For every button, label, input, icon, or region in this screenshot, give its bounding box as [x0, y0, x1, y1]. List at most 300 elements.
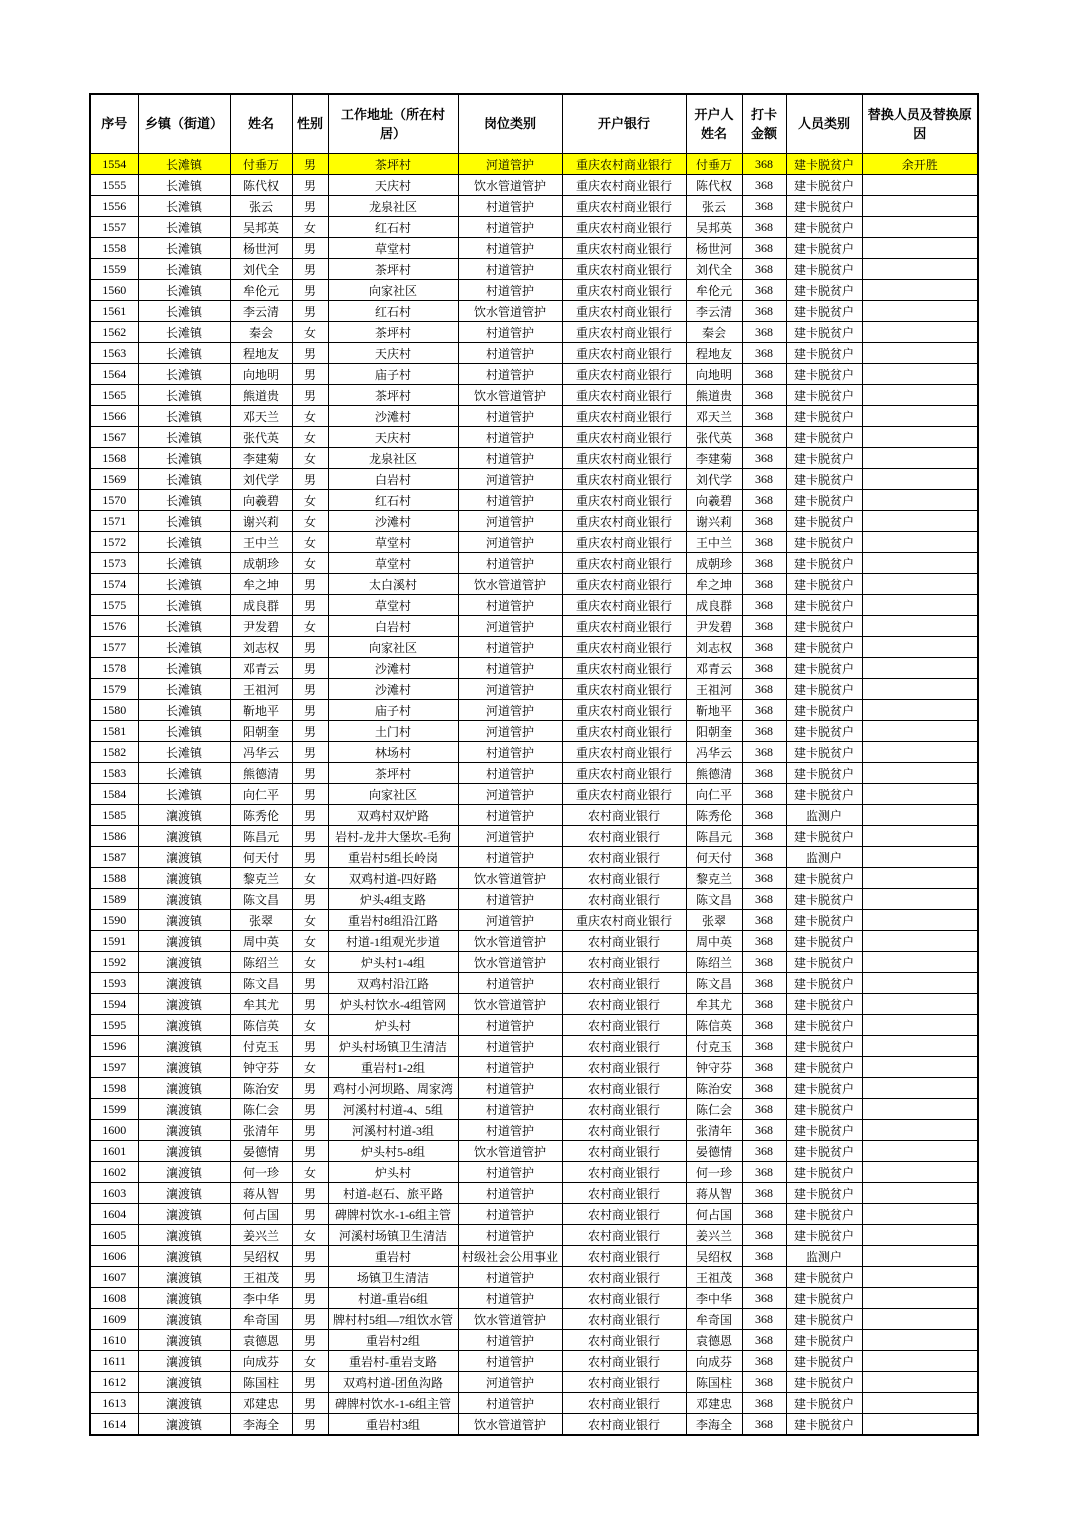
- table-cell: 成朝珍: [230, 553, 292, 574]
- table-cell: 牟奇国: [686, 1309, 742, 1330]
- table-cell: [862, 511, 978, 532]
- table-cell: 尹发碧: [686, 616, 742, 637]
- table-cell: [862, 217, 978, 238]
- table-cell: 368: [742, 805, 786, 826]
- table-cell: 瀼渡镇: [138, 805, 230, 826]
- table-cell: 村道管护: [458, 1288, 562, 1309]
- table-cell: 建卡脱贫户: [786, 301, 862, 322]
- table-cell: 建卡脱贫户: [786, 1351, 862, 1372]
- table-row: [90, 994, 978, 1015]
- table-cell: 村道管护: [458, 259, 562, 280]
- table-cell: 村道管护: [458, 595, 562, 616]
- table-cell: 王祖河: [230, 679, 292, 700]
- table-cell: [862, 469, 978, 490]
- table-cell: 重庆农村商业银行: [562, 532, 686, 553]
- table-cell: 河道管护: [458, 1372, 562, 1393]
- table-cell: 1585: [90, 805, 138, 826]
- table-cell: 瀼渡镇: [138, 1309, 230, 1330]
- table-cell: 建卡脱贫户: [786, 700, 862, 721]
- table-cell: 重庆农村商业银行: [562, 238, 686, 259]
- table-cell: [862, 868, 978, 889]
- table-cell: [862, 1015, 978, 1036]
- table-cell: 阳朝奎: [686, 721, 742, 742]
- table-cell: 建卡脱贫户: [786, 595, 862, 616]
- table-cell: 庙子村: [328, 700, 458, 721]
- table-cell: 建卡脱贫户: [786, 742, 862, 763]
- table-cell: 成良群: [686, 595, 742, 616]
- table-cell: 茶坪村: [328, 322, 458, 343]
- table-cell: 重庆农村商业银行: [562, 910, 686, 931]
- table-row: [90, 1183, 978, 1204]
- table-cell: 岩村-龙井大堡坎-毛狗: [328, 826, 458, 847]
- table-cell: 向羲碧: [230, 490, 292, 511]
- header-replacement: 替换人员及替换原因: [862, 94, 978, 154]
- table-cell: 双鸡村道-四好路: [328, 868, 458, 889]
- table-cell: 男: [292, 1330, 328, 1351]
- table-cell: 建卡脱贫户: [786, 238, 862, 259]
- table-cell: 建卡脱贫户: [786, 1183, 862, 1204]
- table-cell: 天庆村: [328, 343, 458, 364]
- table-cell: 男: [292, 1267, 328, 1288]
- table-cell: 368: [742, 679, 786, 700]
- table-cell: [862, 658, 978, 679]
- table-cell: 何天付: [230, 847, 292, 868]
- table-cell: 白岩村: [328, 469, 458, 490]
- table-cell: 368: [742, 658, 786, 679]
- table-cell: [862, 1351, 978, 1372]
- table-row: [90, 259, 978, 280]
- table-cell: 368: [742, 784, 786, 805]
- table-cell: 李海全: [686, 1414, 742, 1436]
- table-row: [90, 616, 978, 637]
- table-cell: 刘志权: [686, 637, 742, 658]
- table-cell: 李海全: [230, 1414, 292, 1436]
- table-row: [90, 1414, 978, 1436]
- header-gender: 性别: [292, 94, 328, 154]
- table-cell: 女: [292, 511, 328, 532]
- table-cell: 重庆农村商业银行: [562, 448, 686, 469]
- table-cell: 368: [742, 511, 786, 532]
- table-cell: 双鸡村道-团鱼沟路: [328, 1372, 458, 1393]
- table-cell: 建卡脱贫户: [786, 1078, 862, 1099]
- table-cell: 陈治安: [686, 1078, 742, 1099]
- table-cell: [862, 994, 978, 1015]
- table-cell: 农村商业银行: [562, 1288, 686, 1309]
- table-cell: 368: [742, 1414, 786, 1436]
- table-cell: 河道管护: [458, 784, 562, 805]
- table-cell: [862, 721, 978, 742]
- table-cell: 饮水管道管护: [458, 1309, 562, 1330]
- table-cell: 1592: [90, 952, 138, 973]
- table-cell: [862, 1099, 978, 1120]
- table-cell: 368: [742, 700, 786, 721]
- table-cell: 368: [742, 889, 786, 910]
- table-cell: 长滩镇: [138, 784, 230, 805]
- table-cell: 建卡脱贫户: [786, 448, 862, 469]
- table-row: [90, 700, 978, 721]
- personnel-table: [89, 93, 979, 1436]
- table-cell: 368: [742, 847, 786, 868]
- table-cell: 陈秀伦: [230, 805, 292, 826]
- table-cell: 瀼渡镇: [138, 1141, 230, 1162]
- table-cell: [862, 952, 978, 973]
- table-cell: 河道管护: [458, 532, 562, 553]
- table-cell: 牟其尤: [230, 994, 292, 1015]
- table-cell: 建卡脱贫户: [786, 196, 862, 217]
- table-cell: 1590: [90, 910, 138, 931]
- table-cell: [862, 1372, 978, 1393]
- table-cell: 368: [742, 994, 786, 1015]
- table-cell: 男: [292, 469, 328, 490]
- table-cell: 368: [742, 1057, 786, 1078]
- table-cell: 农村商业银行: [562, 973, 686, 994]
- table-row: [90, 364, 978, 385]
- table-row: [90, 406, 978, 427]
- table-row: [90, 1288, 978, 1309]
- table-cell: 368: [742, 595, 786, 616]
- table-cell: 河道管护: [458, 469, 562, 490]
- table-cell: 1610: [90, 1330, 138, 1351]
- table-cell: 女: [292, 1015, 328, 1036]
- header-post-type: 岗位类别: [458, 94, 562, 154]
- table-cell: [862, 280, 978, 301]
- table-cell: 368: [742, 637, 786, 658]
- table-row: [90, 679, 978, 700]
- table-cell: 向成芬: [230, 1351, 292, 1372]
- table-cell: 王中兰: [686, 532, 742, 553]
- table-cell: 建卡脱贫户: [786, 427, 862, 448]
- table-cell: 女: [292, 1351, 328, 1372]
- table-cell: 陈文昌: [686, 973, 742, 994]
- table-cell: 监测户: [786, 805, 862, 826]
- table-cell: 1597: [90, 1057, 138, 1078]
- table-cell: 牟奇国: [230, 1309, 292, 1330]
- table-cell: 男: [292, 196, 328, 217]
- table-cell: 368: [742, 1078, 786, 1099]
- table-cell: 谢兴莉: [230, 511, 292, 532]
- table-row: [90, 238, 978, 259]
- table-cell: 女: [292, 448, 328, 469]
- table-cell: 368: [742, 616, 786, 637]
- table-row: [90, 847, 978, 868]
- table-cell: 饮水管道管护: [458, 574, 562, 595]
- table-cell: 瀼渡镇: [138, 889, 230, 910]
- table-cell: [862, 679, 978, 700]
- table-cell: 女: [292, 910, 328, 931]
- table-body: [90, 154, 978, 1436]
- table-cell: 何天付: [686, 847, 742, 868]
- table-cell: 杨世河: [230, 238, 292, 259]
- table-cell: 陈昌元: [686, 826, 742, 847]
- table-row: [90, 280, 978, 301]
- table-cell: 王祖河: [686, 679, 742, 700]
- table-cell: 1562: [90, 322, 138, 343]
- table-cell: 男: [292, 1372, 328, 1393]
- table-cell: 1557: [90, 217, 138, 238]
- table-cell: 付克玉: [686, 1036, 742, 1057]
- table-cell: 河溪村场镇卫生清洁: [328, 1225, 458, 1246]
- table-cell: [862, 574, 978, 595]
- table-cell: 村道-1组观光步道: [328, 931, 458, 952]
- table-cell: 村道管护: [458, 343, 562, 364]
- table-row: [90, 868, 978, 889]
- table-cell: 农村商业银行: [562, 994, 686, 1015]
- table-row: [90, 1078, 978, 1099]
- table-cell: 建卡脱贫户: [786, 259, 862, 280]
- table-cell: 368: [742, 1162, 786, 1183]
- table-cell: 建卡脱贫户: [786, 490, 862, 511]
- table-cell: 瀼渡镇: [138, 1288, 230, 1309]
- table-cell: 何一珍: [686, 1162, 742, 1183]
- table-cell: 重岩村5组长岭岗: [328, 847, 458, 868]
- table-cell: 陈文昌: [230, 973, 292, 994]
- table-cell: 1602: [90, 1162, 138, 1183]
- table-cell: 1589: [90, 889, 138, 910]
- table-cell: 建卡脱贫户: [786, 1330, 862, 1351]
- table-cell: 男: [292, 973, 328, 994]
- table-cell: 张清年: [230, 1120, 292, 1141]
- table-cell: 男: [292, 364, 328, 385]
- table-cell: 陈文昌: [686, 889, 742, 910]
- table-cell: 村道管护: [458, 1015, 562, 1036]
- table-cell: 长滩镇: [138, 259, 230, 280]
- table-cell: 瀼渡镇: [138, 931, 230, 952]
- table-cell: 建卡脱贫户: [786, 889, 862, 910]
- table-cell: 农村商业银行: [562, 1330, 686, 1351]
- table-cell: 男: [292, 1036, 328, 1057]
- table-cell: 建卡脱贫户: [786, 868, 862, 889]
- table-cell: 农村商业银行: [562, 1393, 686, 1414]
- table-cell: 牟伦元: [230, 280, 292, 301]
- table-row: [90, 574, 978, 595]
- table-cell: 重庆农村商业银行: [562, 490, 686, 511]
- table-cell: 饮水管道管护: [458, 1414, 562, 1436]
- table-cell: 建卡脱贫户: [786, 343, 862, 364]
- table-cell: 重庆农村商业银行: [562, 196, 686, 217]
- table-cell: 天庆村: [328, 427, 458, 448]
- header-township: 乡镇（街道）: [138, 94, 230, 154]
- table-cell: [862, 847, 978, 868]
- table-cell: 女: [292, 931, 328, 952]
- table-cell: 368: [742, 1372, 786, 1393]
- table-cell: 冯华云: [230, 742, 292, 763]
- table-cell: 姜兴兰: [230, 1225, 292, 1246]
- table-cell: [862, 700, 978, 721]
- table-cell: 农村商业银行: [562, 868, 686, 889]
- table-cell: 瀼渡镇: [138, 1267, 230, 1288]
- table-cell: [862, 1057, 978, 1078]
- table-cell: 368: [742, 301, 786, 322]
- table-cell: 建卡脱贫户: [786, 406, 862, 427]
- table-row: [90, 511, 978, 532]
- table-cell: 晏德情: [686, 1141, 742, 1162]
- table-cell: 李中华: [230, 1288, 292, 1309]
- table-cell: 长滩镇: [138, 637, 230, 658]
- table-cell: 农村商业银行: [562, 1267, 686, 1288]
- table-cell: 饮水管道管护: [458, 175, 562, 196]
- table-cell: 村道管护: [458, 364, 562, 385]
- table-cell: 村道管护: [458, 742, 562, 763]
- table-row: [90, 784, 978, 805]
- table-cell: 368: [742, 1225, 786, 1246]
- table-cell: [862, 1330, 978, 1351]
- table-row: [90, 805, 978, 826]
- table-cell: 何一珍: [230, 1162, 292, 1183]
- table-cell: 男: [292, 301, 328, 322]
- table-cell: 天庆村: [328, 175, 458, 196]
- table-cell: 太白溪村: [328, 574, 458, 595]
- table-row: [90, 469, 978, 490]
- table-cell: 炉头4组支路: [328, 889, 458, 910]
- table-cell: 368: [742, 1267, 786, 1288]
- table-cell: 瀼渡镇: [138, 1015, 230, 1036]
- table-cell: 张翠: [686, 910, 742, 931]
- table-cell: 建卡脱贫户: [786, 385, 862, 406]
- table-cell: 农村商业银行: [562, 1057, 686, 1078]
- table-cell: 1568: [90, 448, 138, 469]
- table-cell: 男: [292, 658, 328, 679]
- personnel-table-sheet: [89, 93, 979, 1436]
- table-cell: 程地友: [686, 343, 742, 364]
- table-cell: 刘代全: [686, 259, 742, 280]
- table-cell: 368: [742, 1393, 786, 1414]
- table-row: [90, 1330, 978, 1351]
- table-cell: 农村商业银行: [562, 1246, 686, 1267]
- table-cell: 牟之坤: [686, 574, 742, 595]
- table-cell: 张云: [686, 196, 742, 217]
- table-cell: 牟伦元: [686, 280, 742, 301]
- table-cell: 建卡脱贫户: [786, 553, 862, 574]
- table-cell: 村道管护: [458, 238, 562, 259]
- table-row: [90, 952, 978, 973]
- table-cell: 368: [742, 196, 786, 217]
- table-cell: 向地明: [230, 364, 292, 385]
- table-cell: 李云清: [230, 301, 292, 322]
- table-cell: 368: [742, 322, 786, 343]
- table-cell: 沙滩村: [328, 658, 458, 679]
- table-row: [90, 532, 978, 553]
- table-cell: 村道管护: [458, 763, 562, 784]
- table-cell: 男: [292, 385, 328, 406]
- table-cell: 吴绍权: [686, 1246, 742, 1267]
- table-cell: [862, 1225, 978, 1246]
- table-cell: 茶坪村: [328, 763, 458, 784]
- table-cell: 草堂村: [328, 595, 458, 616]
- table-cell: 长滩镇: [138, 238, 230, 259]
- table-cell: 1601: [90, 1141, 138, 1162]
- table-cell: [862, 910, 978, 931]
- table-cell: 茶坪村: [328, 154, 458, 175]
- table-row: [90, 1309, 978, 1330]
- table-cell: 熊道贵: [230, 385, 292, 406]
- table-cell: 村道管护: [458, 1330, 562, 1351]
- table-cell: 河道管护: [458, 679, 562, 700]
- table-cell: 1560: [90, 280, 138, 301]
- table-cell: [862, 385, 978, 406]
- table-cell: 建卡脱贫户: [786, 154, 862, 175]
- table-cell: 瀼渡镇: [138, 1393, 230, 1414]
- table-cell: 李建菊: [230, 448, 292, 469]
- table-cell: 陈国柱: [686, 1372, 742, 1393]
- table-cell: 炉头村: [328, 1162, 458, 1183]
- table-cell: 建卡脱贫户: [786, 1414, 862, 1436]
- table-cell: [862, 889, 978, 910]
- table-cell: 长滩镇: [138, 343, 230, 364]
- table-cell: 陈秀伦: [686, 805, 742, 826]
- table-cell: [862, 763, 978, 784]
- table-row: [90, 448, 978, 469]
- table-cell: 1578: [90, 658, 138, 679]
- table-cell: 368: [742, 952, 786, 973]
- table-cell: 村道管护: [458, 1078, 562, 1099]
- table-cell: 男: [292, 784, 328, 805]
- table-cell: 饮水管道管护: [458, 931, 562, 952]
- table-cell: 重庆农村商业银行: [562, 574, 686, 595]
- table-cell: 重庆农村商业银行: [562, 595, 686, 616]
- table-cell: 368: [742, 385, 786, 406]
- table-cell: 女: [292, 553, 328, 574]
- table-cell: 向家社区: [328, 637, 458, 658]
- table-cell: 1588: [90, 868, 138, 889]
- table-cell: 饮水管道管护: [458, 1141, 562, 1162]
- table-cell: 张翠: [230, 910, 292, 931]
- table-cell: 男: [292, 763, 328, 784]
- table-cell: 1606: [90, 1246, 138, 1267]
- table-cell: [862, 637, 978, 658]
- table-cell: 刘志权: [230, 637, 292, 658]
- table-cell: [862, 1288, 978, 1309]
- table-cell: [862, 1393, 978, 1414]
- table-cell: 建卡脱贫户: [786, 1204, 862, 1225]
- table-cell: 1563: [90, 343, 138, 364]
- table-cell: 建卡脱贫户: [786, 217, 862, 238]
- table-cell: 1596: [90, 1036, 138, 1057]
- table-cell: 1555: [90, 175, 138, 196]
- table-cell: 农村商业银行: [562, 1099, 686, 1120]
- table-cell: 女: [292, 1162, 328, 1183]
- table-cell: 双鸡村双炉路: [328, 805, 458, 826]
- table-cell: 368: [742, 364, 786, 385]
- table-cell: 建卡脱贫户: [786, 952, 862, 973]
- table-cell: 长滩镇: [138, 511, 230, 532]
- table-cell: 陈信英: [686, 1015, 742, 1036]
- table-cell: 建卡脱贫户: [786, 1057, 862, 1078]
- table-cell: 重庆农村商业银行: [562, 784, 686, 805]
- table-cell: 重庆农村商业银行: [562, 616, 686, 637]
- header-account-holder: 开户人姓名: [686, 94, 742, 154]
- table-cell: 建卡脱贫户: [786, 763, 862, 784]
- table-cell: [862, 1204, 978, 1225]
- table-row: [90, 931, 978, 952]
- table-cell: 饮水管道管护: [458, 994, 562, 1015]
- table-cell: 长滩镇: [138, 301, 230, 322]
- table-cell: 重岩村1-2组: [328, 1057, 458, 1078]
- table-cell: 368: [742, 868, 786, 889]
- table-cell: 1565: [90, 385, 138, 406]
- table-cell: 女: [292, 1057, 328, 1078]
- table-cell: 村道管护: [458, 217, 562, 238]
- table-cell: [862, 553, 978, 574]
- table-cell: 蒋从智: [230, 1183, 292, 1204]
- table-cell: 村道管护: [458, 490, 562, 511]
- table-cell: [862, 826, 978, 847]
- table-cell: 1587: [90, 847, 138, 868]
- table-cell: 建卡脱贫户: [786, 679, 862, 700]
- table-cell: 1584: [90, 784, 138, 805]
- table-cell: 长滩镇: [138, 427, 230, 448]
- table-cell: 重岩村-重岩支路: [328, 1351, 458, 1372]
- table-row: [90, 1393, 978, 1414]
